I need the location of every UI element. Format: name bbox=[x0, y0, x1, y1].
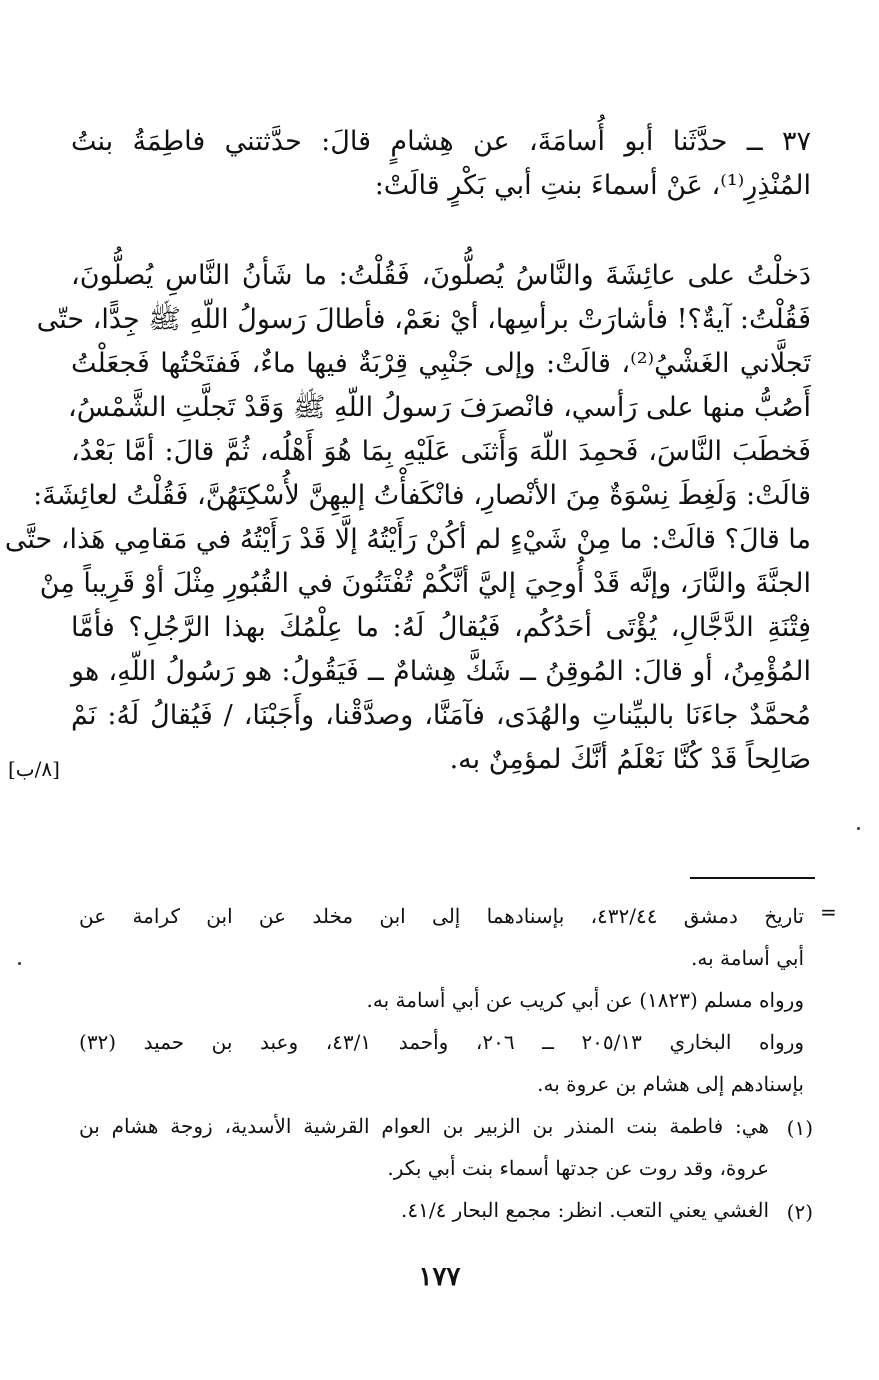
footnote-continuation-line-1: تاريخ دمشق ٤٣٢/٤٤، بإسنادهما إلى ابن مخلد عن ابن كرامة عن bbox=[79, 904, 804, 928]
footnote-separator bbox=[690, 877, 815, 879]
hadith-body-line-9: فِتْنَةِ الدَّجَّالِ، يُؤْتَى أحَدُكُم، فَيُقالُ لَهُ: ما عِلْمُكَ بهذا الرَّجُلِ؟ فأمَّا bbox=[71, 612, 811, 643]
hadith-body-line-8: الجنَّةَ والنَّارَ، وإنَّه قَدْ أُوحِيَ إليَّ أنَّكُمْ تُفْتَنُونَ في القُبُورِ مِثْلَ أوْ قَرِيباً مِنْ bbox=[39, 568, 811, 599]
footnote-continuation-line-2: أبي أسامة به. bbox=[691, 946, 804, 970]
hadith-body-line-3: تَجلَّاني الغَشْيُ⁽²⁾، قالَتْ: وإلى جَنْبِي قِرْبَةٌ فيها ماءٌ، فَفتَحْتُها فَجعَلْتُ bbox=[71, 348, 811, 379]
continuation-marker: = bbox=[820, 900, 837, 924]
hadith-header-line-1: ٣٧ ــ حدَّثَنا أبو أُسامَةَ، عن هِشامٍ قالَ: حدَّثتني فاطِمَةُ بنتُ bbox=[71, 126, 811, 157]
folio-marker: [٨/ب] bbox=[8, 757, 60, 781]
hadith-body-line-7: ما قالَ؟ قالَتْ: ما مِنْ شَيْءٍ لم أكُنْ رَأَيْتُهُ إلَّا قَدْ رَأَيْتُهُ في مَقامِي هَذا، حتَّى bbox=[4, 524, 811, 555]
hadith-body-line-12: صَالِحاً قَدْ كُنَّا نَعْلَمُ أنَّكَ لمؤمِنٌ به. bbox=[449, 744, 811, 775]
footnote-bukhari-line-1: ورواه البخاري ٢٠٥/١٣ ــ ٢٠٦، وأحمد ٤٣/١، وعبد بن حميد (٣٢) bbox=[79, 1030, 805, 1054]
hadith-body-line-11: مُحمَّدٌ جاءَنَا بالبيِّناتِ والهُدَى، فآمَنَّا، وصدَّقْنا، وأَجَبْنَا، / فَيُقالُ لَهُ: نَمْ bbox=[71, 700, 811, 731]
footnote-bukhari-line-2: بإسنادهم إلى هشام بن عروة به. bbox=[537, 1072, 804, 1096]
hadith-body-line-10: المُؤْمِنُ، أو قالَ: المُوقِنُ ــ شَكَّ هِشامٌ ــ فَيَقُولُ: هو رَسُولُ اللّهِ، هو bbox=[71, 656, 811, 687]
footnote-2-number: (٢) bbox=[786, 1200, 813, 1224]
hadith-body-line-5: فَخطَبَ النَّاسَ، فَحمِدَ اللّهَ وَأَثنَى عَلَيْهِ بِمَا هُوَ أَهْلُه، ثُمَّ قالَ: أمَّا بَعْدُ، bbox=[71, 436, 811, 467]
hadith-body-line-1: دَخلْتُ على عائِشَةَ والنَّاسُ يُصلُّونَ، فَقُلْتُ: ما شَأنُ النَّاسِ يُصلُّونَ، bbox=[71, 260, 811, 291]
scan-speck bbox=[18, 962, 21, 965]
hadith-body-line-2: فَقُلْتُ: آيةٌ؟! فأشارَتْ برأسِها، أيْ نعَمْ، فأطالَ رَسولُ اللّهِ ﷺ جِدًّا، حتّى bbox=[36, 304, 811, 335]
hadith-body-line-6: قالَتْ: وَلَغِطَ نِسْوَةٌ مِنَ الأنْصارِ، فانْكَفأْتُ إليهِنَّ لأُسْكِتَهُنَّ، فَقُلْتُ لعائِشَةَ: bbox=[33, 480, 811, 511]
footnote-1-line-2: عروة، وقد روت عن جدتها أسماء بنت أبي بكر. bbox=[387, 1156, 769, 1180]
footnote-2-line: الغشي يعني التعب. انظر: مجمع البحار ٤١/٤. bbox=[400, 1198, 769, 1222]
hadith-header-line-2: المُنْذِرِ⁽¹⁾، عَنْ أسماءَ بنتِ أبي بَكْرٍ قالَتْ: bbox=[374, 170, 811, 201]
footnote-muslim-line: ورواه مسلم (١٨٢٣) عن أبي كريب عن أبي أسامة به. bbox=[366, 988, 804, 1012]
page-number: ١٧٧ bbox=[418, 1262, 461, 1292]
scan-speck bbox=[857, 827, 860, 830]
footnote-1-number: (١) bbox=[786, 1116, 813, 1140]
footnote-1-line-1: هي: فاطمة بنت المنذر بن الزبير بن العوام القرشية الأسدية، زوجة هشام بن bbox=[79, 1114, 769, 1138]
hadith-body-line-4: أَصُبُّ منها على رَأسي، فانْصرَفَ رَسولُ اللّهِ ﷺ وَقَدْ تَجلَّتِ الشَّمْسُ، bbox=[68, 392, 811, 423]
